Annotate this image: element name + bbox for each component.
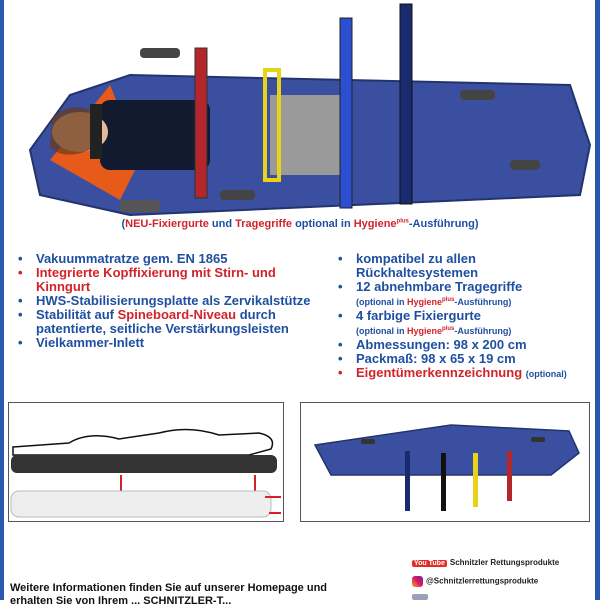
feature-text: Eigentümerkennzeichnung: [356, 365, 523, 380]
instagram-label: @Schnitzlerrettungsprodukte: [426, 576, 539, 586]
carry-handle: [140, 48, 180, 58]
cross-section-diagram: [9, 403, 283, 521]
strap-red: [195, 48, 207, 198]
feature-item: [336, 309, 596, 338]
strap-black: [441, 453, 446, 511]
feature-note: [356, 294, 596, 309]
strap-dark: [400, 4, 412, 204]
carry-handle: [510, 160, 540, 170]
strap-red: [507, 451, 512, 501]
youtube-link[interactable]: [412, 558, 559, 567]
bullet-icon: •: [18, 251, 23, 266]
note-plus: plus: [442, 326, 455, 332]
note-hygiene: Hygiene: [407, 326, 443, 336]
feature-small: (optional): [525, 369, 567, 379]
feature-item: [336, 280, 596, 309]
feature-text: Vielkammer-Inlett: [36, 335, 145, 350]
bullet-icon: •: [338, 251, 343, 266]
feature-text: 12 abnehmbare Tragegriffe: [356, 279, 523, 294]
cross-section-panel: [8, 402, 284, 522]
note-text: -Ausführung): [454, 326, 512, 336]
feature-text: Stabilität auf: [36, 307, 118, 322]
vacuum-mattress-illustration: [10, 0, 590, 238]
note-plus: plus: [442, 297, 455, 303]
third-social-link[interactable]: [412, 593, 428, 602]
bullet-icon: •: [338, 351, 343, 366]
mattress-section-light: [11, 491, 271, 517]
caption-variant: -Ausführung): [408, 218, 479, 230]
feature-item: [336, 366, 596, 381]
head-strap: [90, 104, 102, 159]
feature-note: [356, 323, 596, 338]
left-border: [0, 0, 4, 600]
carry-handle: [120, 200, 160, 212]
feature-item: [336, 352, 596, 366]
caption-optional: optional in: [292, 218, 354, 230]
patient-legs: [270, 95, 350, 175]
note-hygiene: Hygiene: [407, 297, 443, 307]
footer-info-line2: erhalten Sie von Ihrem ... SCHNITZLER-T...: [10, 595, 232, 607]
caption-hygiene: Hygiene: [353, 218, 397, 230]
features-right: [336, 252, 596, 381]
feature-text: Integrierte Kopffixierung mit Stirn- und Kinngurt: [36, 265, 276, 294]
caption-handles: Tragegriffe: [235, 218, 293, 230]
strap-yellow: [473, 453, 478, 507]
bullet-icon: •: [18, 293, 23, 308]
mattress-section-dark: [11, 455, 277, 473]
feature-item: [16, 294, 316, 308]
feature-item: [16, 336, 316, 350]
carry-handle: [531, 437, 545, 442]
bullet-icon: •: [338, 365, 343, 380]
instagram-link[interactable]: [412, 576, 538, 587]
feature-text: Packmaß: 98 x 65 x 19 cm: [356, 351, 516, 366]
feature-text: kompatibel zu allen Rückhaltesystemen: [356, 251, 479, 280]
feature-item: [336, 338, 596, 352]
hero-product-photo: [10, 0, 590, 238]
strap-blue: [340, 18, 352, 208]
caption-open: (: [121, 218, 126, 230]
patient-outline: [13, 429, 273, 455]
feature-text: Abmessungen: 98 x 200 cm: [356, 337, 527, 352]
bullet-icon: •: [18, 335, 23, 350]
youtube-label: Schnitzler Rettungsprodukte: [449, 558, 560, 567]
feature-text: HWS-Stabilisierungsplatte als Zervikalstütze: [36, 293, 311, 308]
footer-info-line1: Weitere Informationen finden Sie auf unserer Homepage und: [10, 582, 328, 594]
note-text: (optional in: [356, 326, 407, 336]
feature-item: [16, 308, 316, 336]
feature-text: 4 farbige Fixiergurte: [356, 308, 481, 323]
carry-handle: [361, 439, 375, 444]
mattress-photo-panel: [300, 402, 590, 522]
social-icon: [412, 594, 428, 600]
caption-plus: plus: [396, 218, 409, 225]
strap-dark: [405, 451, 410, 511]
feature-text: Vakuummatratze gem. EN 1865: [36, 251, 228, 266]
mattress-flat: [315, 425, 579, 475]
bullet-icon: •: [18, 307, 23, 322]
mattress-flat-photo: [301, 403, 589, 521]
bullet-icon: •: [338, 308, 343, 323]
feature-item: [16, 252, 316, 266]
caption-new-straps: NEU-Fixiergurte: [125, 218, 209, 230]
features-left: [16, 252, 316, 350]
feature-item: [16, 266, 316, 294]
patient-torso: [100, 100, 210, 170]
feature-item: [336, 252, 596, 280]
feature-text: durch patentierte, seitliche Verstärkungsleisten: [36, 307, 289, 336]
youtube-icon: You Tube: [414, 560, 445, 567]
carry-handle: [220, 190, 255, 200]
caption-and: und: [208, 218, 236, 230]
bullet-icon: •: [338, 279, 343, 294]
bullet-icon: •: [338, 337, 343, 352]
note-text: (optional in: [356, 297, 407, 307]
carry-handle: [460, 90, 495, 100]
note-text: -Ausführung): [454, 297, 512, 307]
instagram-icon: [412, 576, 423, 587]
patient-hair: [50, 107, 96, 154]
bullet-icon: •: [18, 265, 23, 280]
hero-caption: [10, 218, 590, 230]
feature-text-highlight: Spineboard-Niveau: [117, 307, 237, 322]
